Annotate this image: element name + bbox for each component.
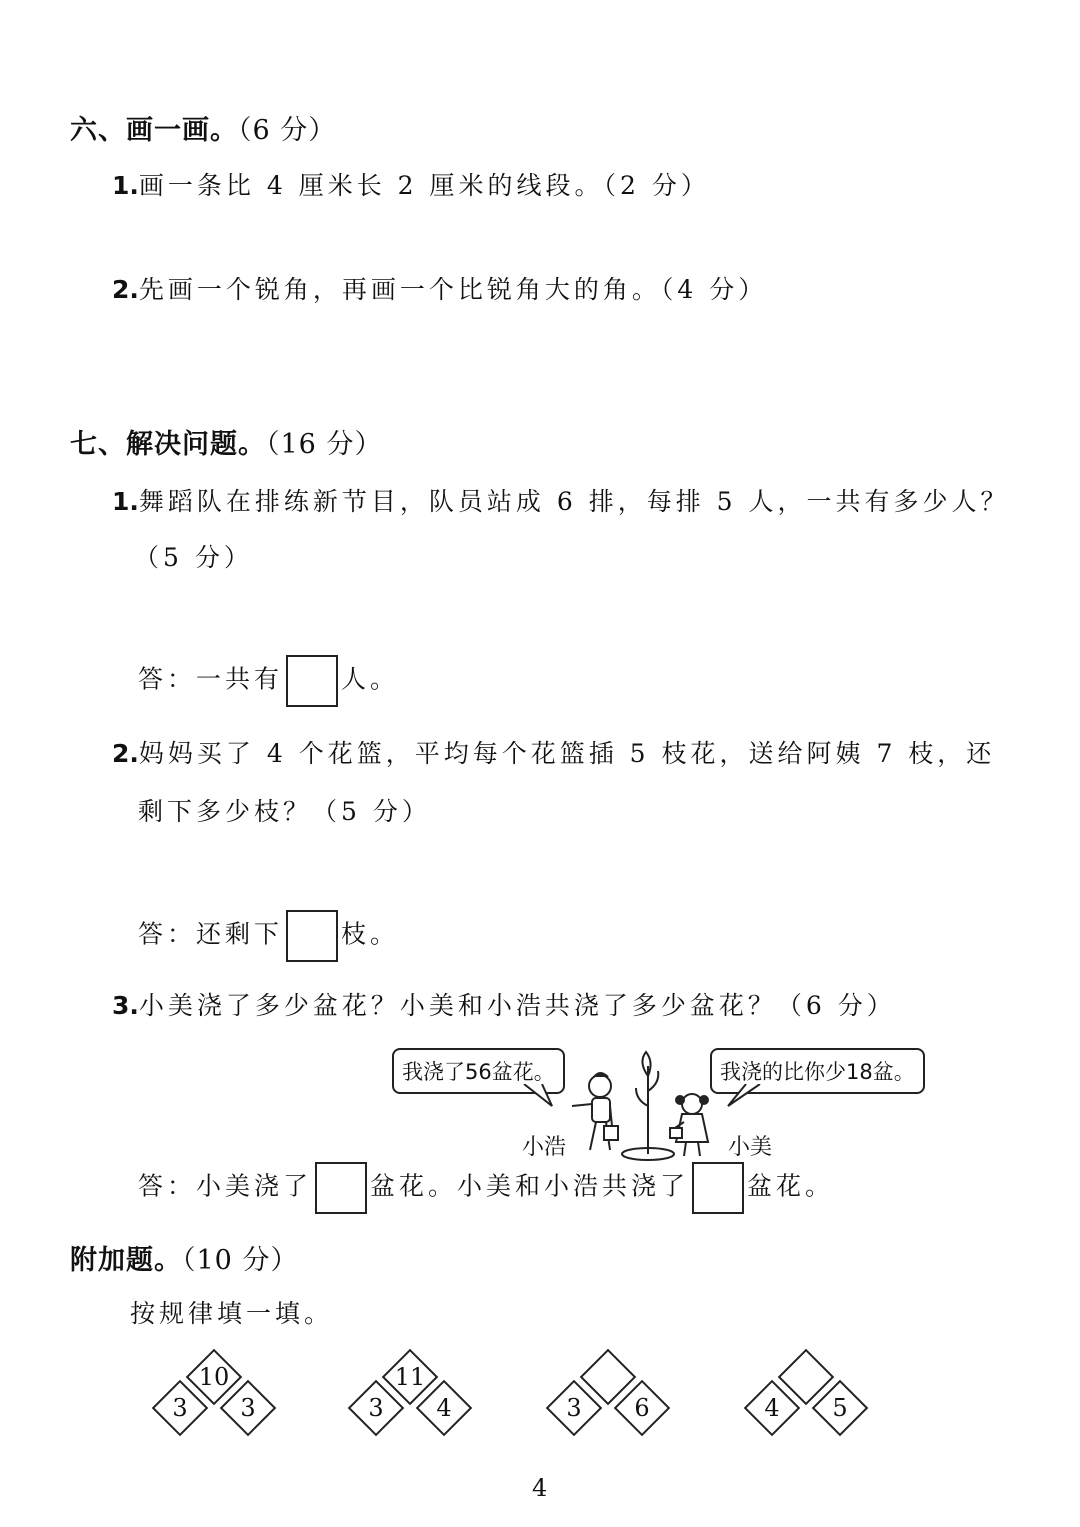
bonus-score: （10 分） — [182, 1245, 299, 1276]
question-7-1-score: （5 分） — [134, 543, 253, 572]
section-6-heading: 六、画一画。 — [70, 115, 238, 146]
question-text: 舞蹈队在排练新节目，队员站成 6 排，每排 5 人，一共有多少人？ — [138, 487, 1010, 516]
section-6-title — [70, 108, 336, 147]
answer-prefix: 答：小美浇了 — [138, 1171, 313, 1201]
answer-prefix: 答：还剩下 — [138, 919, 284, 949]
question-text: 先画一个锐角，再画一个比锐角大的角。（4 分） — [138, 275, 768, 304]
boy-figure — [572, 1073, 618, 1150]
speech-bubble-left: 我浇了56盆花。 — [392, 1048, 565, 1094]
diamond-group-1 — [146, 1350, 286, 1430]
answer-7-2 — [138, 910, 399, 962]
answer-7-3 — [138, 1162, 834, 1214]
speech-tail-left — [520, 1084, 560, 1108]
answer-box-1[interactable] — [315, 1162, 367, 1214]
diamond-group-4 — [738, 1350, 878, 1430]
diamond-left-number: 3 — [172, 1394, 188, 1422]
question-7-1 — [112, 482, 1010, 518]
question-number: 1. — [112, 171, 139, 200]
label-xiaohao: 小浩 — [522, 1135, 567, 1160]
answer-suffix: 枝。 — [341, 919, 400, 949]
question-text: 画一条比 4 厘米长 2 厘米的线段。（2 分） — [138, 171, 710, 200]
tree-icon — [622, 1052, 674, 1160]
question-6-2 — [112, 270, 767, 306]
diamond-group-2 — [342, 1350, 482, 1430]
diamond-right-number: 6 — [634, 1394, 650, 1422]
question-6-1 — [112, 166, 710, 202]
section-7-title — [70, 422, 382, 461]
section-7-heading: 七、解决问题。 — [70, 429, 266, 460]
answer-prefix: 答：一共有 — [138, 664, 284, 694]
question-text: 小美浇了多少盆花？小美和小浩共浇了多少盆花？（6 分） — [138, 991, 896, 1020]
diamond-left-number: 3 — [566, 1394, 582, 1422]
bonus-title — [70, 1238, 298, 1277]
diamond-top-number: 10 — [198, 1363, 230, 1391]
question-7-2 — [112, 734, 995, 770]
question-number: 3. — [112, 991, 139, 1020]
question-text: 妈妈买了 4 个花篮，平均每个花篮插 5 枝花，送给阿姨 7 枝，还 — [138, 739, 996, 768]
question-number: 2. — [112, 275, 139, 304]
section-7-score: （16 分） — [266, 429, 383, 460]
answer-box[interactable] — [286, 910, 338, 962]
children-watering-illustration — [560, 1046, 740, 1162]
label-xiaomei: 小美 — [728, 1135, 773, 1160]
speech-bubble-right: 我浇的比你少18盆。 — [710, 1048, 925, 1094]
question-number: 1. — [112, 487, 139, 516]
answer-suffix: 人。 — [341, 664, 400, 694]
question-7-2-line2: 剩下多少枝？（5 分） — [138, 797, 431, 826]
question-7-3 — [112, 986, 896, 1022]
answer-7-1 — [138, 655, 399, 707]
diamond-group-3 — [540, 1350, 680, 1430]
diamond-right-number: 5 — [832, 1394, 848, 1422]
bonus-instruction: 按规律填一填。 — [130, 1299, 334, 1328]
answer-box-2[interactable] — [692, 1162, 744, 1214]
diamond-right-number: 4 — [436, 1394, 452, 1422]
answer-middle: 盆花。小美和小浩共浇了 — [370, 1171, 690, 1201]
bonus-heading: 附加题。 — [70, 1245, 182, 1276]
diamond-left-number: 3 — [368, 1394, 384, 1422]
diamond-right-number: 3 — [240, 1394, 256, 1422]
diamond-left-number: 4 — [764, 1394, 780, 1422]
girl-figure — [670, 1094, 708, 1156]
diamond-top-number: 11 — [394, 1363, 426, 1391]
answer-suffix: 盆花。 — [747, 1171, 835, 1201]
question-number: 2. — [112, 739, 139, 768]
answer-box[interactable] — [286, 655, 338, 707]
section-6-score: （6 分） — [238, 115, 337, 146]
page-number: 4 — [532, 1474, 548, 1502]
